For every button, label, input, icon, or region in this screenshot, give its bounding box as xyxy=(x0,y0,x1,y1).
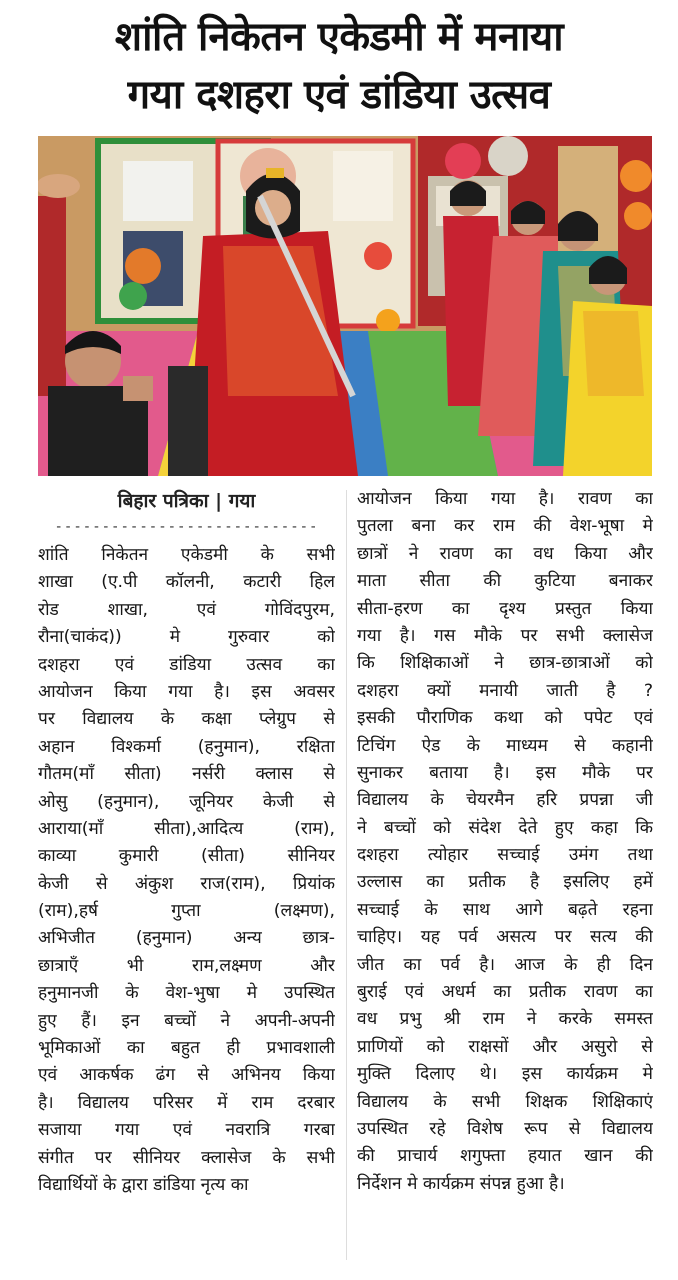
headline-line-1: शांति निकेतन एकेडमी में मनाया xyxy=(114,14,564,60)
article-line: प्राणियों को राक्षसों और असुरो से xyxy=(357,1036,653,1057)
article-line: एवं आकर्षक ढंग से अभिनय किया xyxy=(38,1065,335,1086)
article-line: छात्राएँ भी राम,लक्ष्मण और xyxy=(38,955,335,976)
article-line: गौतम(माँ सीता) नर्सरी क्लास से xyxy=(38,764,335,785)
article-line: सजाया गया एवं नवरात्रि गरबा xyxy=(38,1120,335,1141)
article-line: वध प्रभु श्री राम ने करके समस्त xyxy=(357,1009,653,1030)
article-line: पुतला बना कर राम की वेश-भूषा मे xyxy=(357,516,653,537)
article-line: केजी से अंकुश राज(राम), प्रियांक xyxy=(38,873,335,894)
article-line: विद्यालय के सभी शिक्षक शिक्षिकाएं xyxy=(357,1091,653,1112)
article-line: काव्या कुमारी (सीता) सीनियर xyxy=(38,846,335,867)
article-line: आयोजन किया गया है। रावण का xyxy=(357,489,653,509)
article-line: उपस्थित रहे विशेष रूप से विद्यालय xyxy=(357,1118,653,1139)
article-line: विद्यार्थियों के द्वारा डांडिया नृत्य का xyxy=(38,1174,249,1195)
article-line: आयोजन किया गया है। इस अवसर xyxy=(38,681,335,702)
article-line: कि शिक्षिकाओं ने छात्र-छात्राओं को xyxy=(357,653,653,674)
right-column-text xyxy=(357,486,653,1198)
children-dressed-as-ramayana-characters-photo xyxy=(38,136,652,476)
article-line: बुराई एवं अधर्म का प्रतीक रावण का xyxy=(357,982,653,1003)
left-column-text xyxy=(38,542,335,1199)
article-line: उल्लास का प्रतीक है इसलिए हमें xyxy=(357,872,653,893)
article-line: सीता-हरण का दृश्य प्रस्तुत किया xyxy=(357,598,653,619)
article-line: दशहरा एवं डांडिया उत्सव का xyxy=(38,654,335,675)
article-line: की प्राचार्य शगुफ्ता हयात खान की xyxy=(357,1146,653,1167)
article-line: दशहरा त्योहार सच्चाई उमंग तथा xyxy=(357,845,653,866)
article-line: इसकी पौराणिक कथा को पपेट एवं xyxy=(357,708,653,729)
column-divider xyxy=(346,490,347,1260)
article-line: ने बच्चों को संदेश देते हुए कहा कि xyxy=(357,817,653,838)
article-line: पर विद्यालय के कक्षा प्लेग्रुप से xyxy=(38,709,335,730)
article-line: भूमिकाओं का बहुत ही प्रभावशाली xyxy=(38,1038,335,1059)
article-line: ओसु (हनुमान), जूनियर केजी से xyxy=(38,791,335,812)
article-line: शाखा (ए.पी कॉलनी, कटारी हिल xyxy=(38,572,335,593)
article-line: शांति निकेतन एकेडमी के सभी xyxy=(38,545,335,565)
article-line: संगीत पर सीनियर क्लासेज के सभी xyxy=(38,1147,335,1168)
article-line: हुए हैं। इन बच्चों ने अपनी-अपनी xyxy=(38,1010,335,1031)
article-line: अहान विश्कर्मा (हनुमान), रक्षिता xyxy=(38,736,335,757)
article-line: (राम),हर्ष गुप्ता (लक्ष्मण), xyxy=(38,901,335,922)
article-line: अभिजीत (हनुमान) अन्य छात्र- xyxy=(38,928,335,949)
article-line: रौना(चाकंद)) मे गुरुवार को xyxy=(38,627,335,648)
headline-line-2: गया दशहरा एवं डांडिया उत्सव xyxy=(127,72,551,118)
byline: बिहार पत्रिका | गया xyxy=(117,490,256,512)
article-line: मुक्ति दिलाए थे। इस कार्यक्रम मे xyxy=(357,1064,653,1085)
article-line: है। विद्यालय परिसर में राम दरबार xyxy=(38,1092,335,1113)
article-line: छात्रों ने रावण का वध किया और xyxy=(357,543,653,564)
article-line: विद्यालय के चेयरमैन हरि प्रपन्ना जी xyxy=(357,790,653,811)
headline xyxy=(0,8,678,124)
byline-separator: ---------------------------- xyxy=(54,519,319,535)
article-line: टिचिंग ऐड के माध्यम से कहानी xyxy=(357,735,653,756)
article-line: चाहिए। यह पर्व असत्य पर सत्य की xyxy=(357,927,653,948)
article-line: रोड शाखा, एवं गोविंदपुरम, xyxy=(38,599,335,620)
article-line: निर्देशन मे कार्यक्रम संपन्न हुआ है। xyxy=(357,1173,565,1194)
right-column xyxy=(357,486,653,1198)
article-line: आराया(माँ सीता),आदित्य (राम), xyxy=(38,818,335,839)
article-line: सुनाकर बताया है। इस मौके पर xyxy=(357,762,653,783)
article-line: जीत का पर्व है। आज के ही दिन xyxy=(357,954,653,975)
news-photo xyxy=(38,136,652,476)
article-line: हनुमानजी के वेश-भुषा मे उपस्थित xyxy=(38,983,335,1004)
article-line: गया है। गस मौके पर सभी क्लासेज xyxy=(357,625,653,646)
left-column xyxy=(38,486,335,1199)
article-line: दशहरा क्यों मनायी जाती है ? xyxy=(357,680,653,701)
article-line: माता सीता की कुटिया बनाकर xyxy=(357,571,653,592)
article-line: सच्चाई के साथ आगे बढ़ते रहना xyxy=(357,899,653,920)
